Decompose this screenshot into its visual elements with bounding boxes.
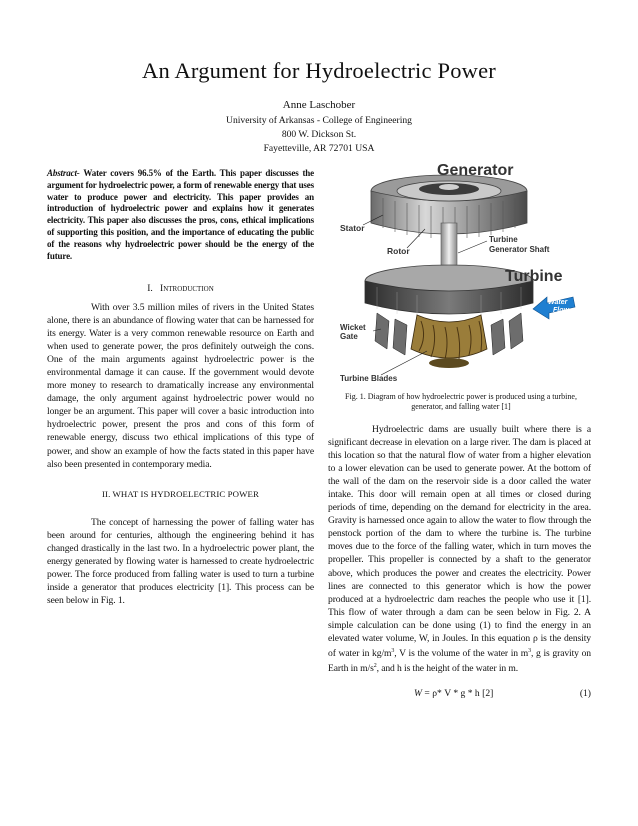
label-wicket-line1: Wicket xyxy=(340,323,366,332)
affiliation-line: Fayetteville, AR 72701 USA xyxy=(263,143,375,154)
dams-text: , and h is the height of the water in m. xyxy=(376,663,519,675)
figure-caption: Fig. 1. Diagram of how hydroelectric power is produced using a turbine, generator, and falling water [1] xyxy=(345,392,577,411)
affiliation-line: 800 W. Dickson St. xyxy=(281,129,357,140)
label-water-line2: Flow xyxy=(553,307,569,314)
label-rotor: Rotor xyxy=(387,246,410,256)
rotor-shape xyxy=(397,181,501,201)
section-heading-what-is: II. WHAT IS HYDROELECTRIC POWER xyxy=(102,489,259,499)
section-number: I. xyxy=(147,283,153,294)
section-heading-introduction xyxy=(47,283,314,294)
dams-text: , g is gravity on Earth in m/s xyxy=(328,647,592,675)
dams-paragraph xyxy=(328,423,591,675)
turbine-blades-shape xyxy=(411,315,487,368)
dams-text: Hydroelectric dams are usually built where there is a significant decrease in elevation on a large river. The dam is placed at this location so that the natural flow of water from a higher elevation to a lower elevation can be used to generate power. At the bottom of the wall of the dam on the reservoir side is a door called the water intake. This door will remain open at all times or closed during periods of time, depending on the demand for electricity in the area. Gravity is harnessed once again to allow the water to flow through the penstock portion of the dam to where the turbine is. The turbine moves due to the force of the falling water, which in turn moves the propeller. This propeller is connected by a shaft to the generator above, which produces the power and creates the electricity. Power lines are connected to this generator which is how the power produced at a hydroelectric dam reaches the people who use it [1]. This flow of water through a dam can be seen below in Fig. 2. A simple calculation can be done using (1) to find the energy in an elevated water volume, W, in Joules. In this equation ρ is the density of water in kg/m xyxy=(328,424,591,659)
author-name: Anne Laschober xyxy=(282,99,356,111)
abstract xyxy=(47,168,314,262)
superscript: 3 xyxy=(528,647,532,654)
equation-number: (1) xyxy=(579,688,591,699)
equation-lhs: W xyxy=(414,688,422,699)
equation-body xyxy=(414,688,493,699)
generator-turbine-illustration xyxy=(337,153,582,385)
concept-paragraph-text: The concept of harnessing the power of falling water has been around for centuries, although the engineering behind it has changed drastically in the last two. In a hydroelectric power plant, the energy generated by flowing water is harnessed to create hydroelectric power. The force produced from falling water is used to turn a turbine inside a generator that produces electricity [1]. This process can be seen below in Fig. 1. xyxy=(47,517,314,607)
intro-paragraph xyxy=(47,301,314,471)
abstract-text: Water covers 96.5% of the Earth. This paper discusses the argument for hydroelectric power, a form of renewable energy that uses water to produce power and electricity. This paper provides an introduction of hydroelectric power and explains how it generates electricity. This paper also discusses the pros, cons, ethical implications of supporting this position, and the importance of educating the public of the reasons why hydroelectric power should be the energy of the future. xyxy=(47,168,314,261)
label-generator: Generator xyxy=(437,162,514,179)
intro-paragraph-text: With over 3.5 million miles of rivers in the United States alone, there is an abundance of flowing water that can be harnessed for its energy. Water is a very common renewable resource on Earth and when used to generate power, the pros definitely outweigh the cons. One of the main arguments against hydroelectric power is the environmental damage it can cause. If the government would devote more money to research to dramatically increase any environmental damage, the only argument against hydroelectric power would no longer be an argument. This paper will cover a basic introduction into hydroelectric power, present the pros and cons of this form of renewable energy, discuss two ethical implications of this type of power, and show an example of how the facts stated in this paper have also been presented in contemporary media. xyxy=(47,302,314,470)
label-wicket-line2: Gate xyxy=(340,332,358,341)
paper-title: An Argument for Hydroelectric Power xyxy=(142,58,496,83)
equation-rhs: = ρ* V * g * h [2] xyxy=(422,688,494,699)
abstract-label: Abstract- xyxy=(47,168,80,178)
figure-hydro-diagram xyxy=(337,153,582,385)
label-stator: Stator xyxy=(340,223,365,233)
label-shaft-line2: Generator Shaft xyxy=(489,245,550,254)
concept-paragraph xyxy=(47,516,314,607)
label-turbine: Turbine xyxy=(505,268,563,285)
dams-text: , V is the volume of the water in m xyxy=(394,647,529,659)
label-shaft-line1: Turbine xyxy=(489,235,518,244)
superscript: 3 xyxy=(391,647,395,654)
section-title: Introduction xyxy=(160,283,214,294)
affiliation-line: University of Arkansas - College of Engineering xyxy=(226,115,412,126)
superscript: 2 xyxy=(373,663,377,670)
equation-1 xyxy=(328,688,591,702)
label-water-line1: Water xyxy=(548,299,568,306)
label-turbine-blades: Turbine Blades xyxy=(340,374,398,383)
